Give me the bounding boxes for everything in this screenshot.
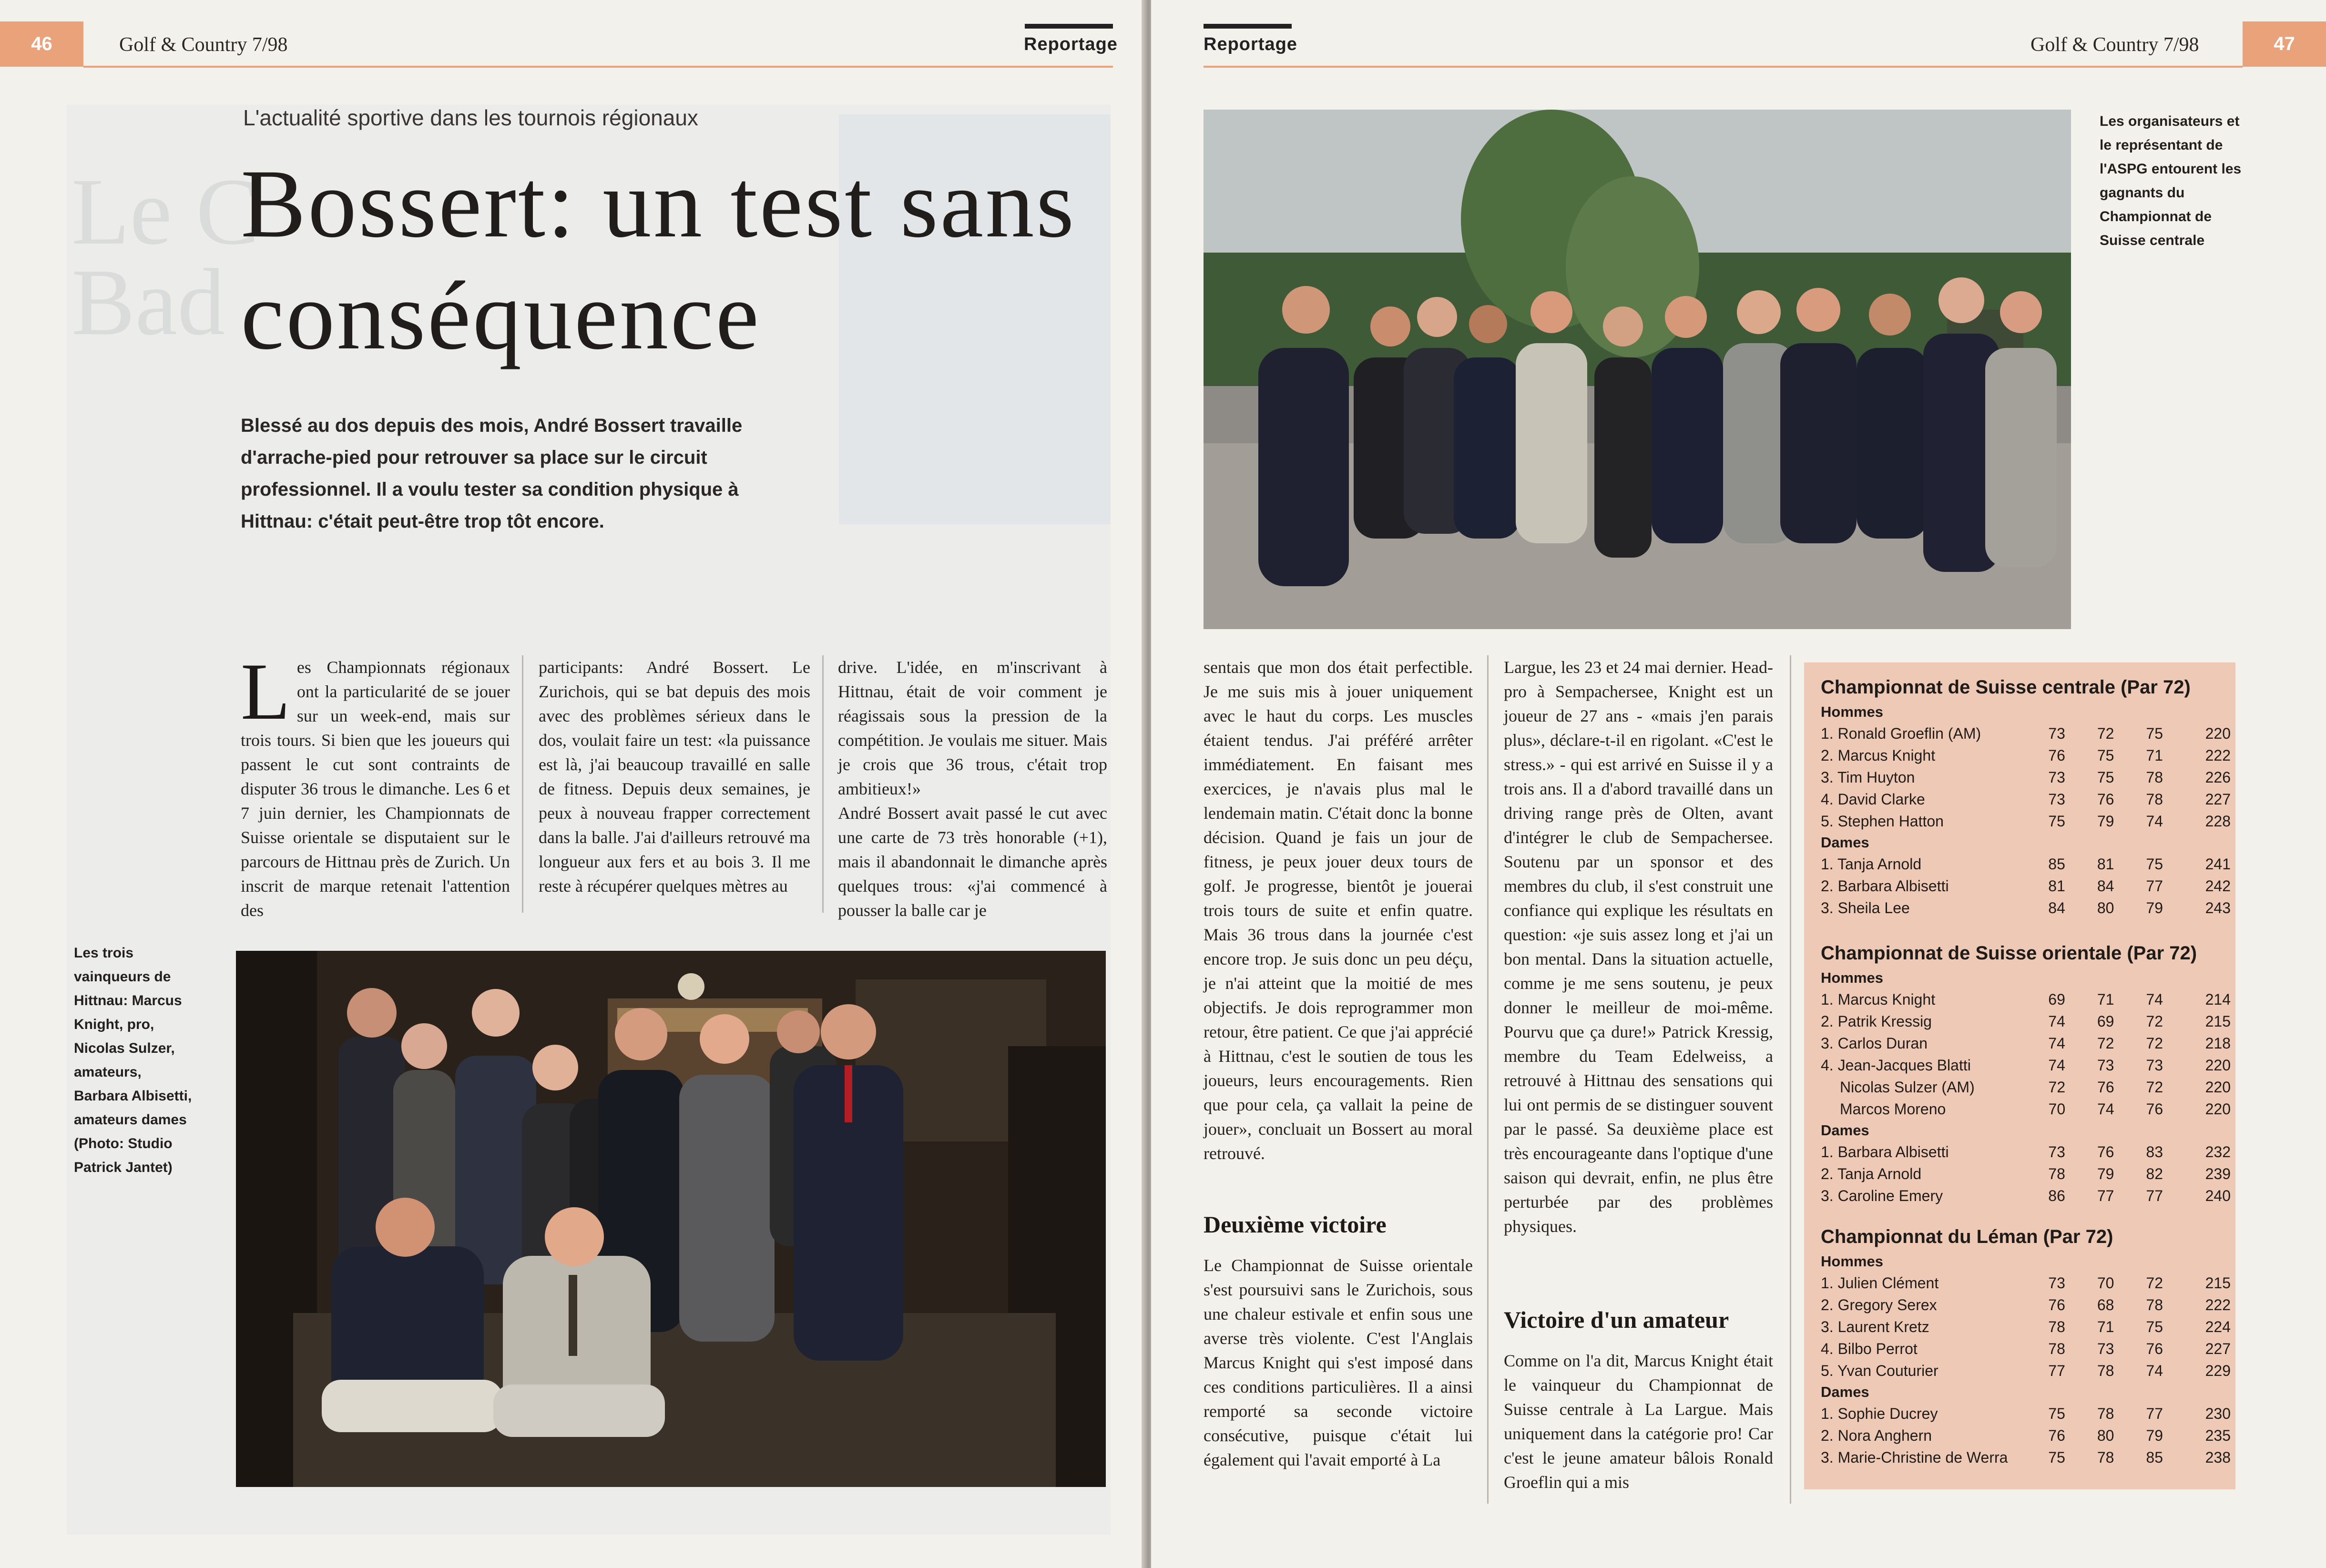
round-score: 80 — [2097, 1427, 2114, 1444]
results-table-1 — [1821, 673, 2231, 919]
article-column-1 — [241, 647, 510, 923]
total-score: 229 — [2205, 1362, 2231, 1379]
total-score: 239 — [2205, 1165, 2231, 1182]
total-score: 240 — [2205, 1187, 2231, 1204]
round-score: 74 — [2048, 1057, 2065, 1074]
round-score: 77 — [2048, 1362, 2065, 1379]
player-name: 2. Tanja Arnold — [1821, 1165, 1922, 1182]
total-score: 215 — [2205, 1013, 2231, 1030]
round-score: 77 — [2146, 1405, 2163, 1422]
total-score: 214 — [2205, 991, 2231, 1008]
player-name: 1. Sophie Ducrey — [1821, 1405, 1938, 1422]
round-score: 78 — [2097, 1405, 2114, 1422]
rubric-label: Reportage — [1204, 34, 1297, 54]
magazine-title: Golf & Country 7/98 — [119, 34, 288, 56]
results-row — [1821, 1403, 2231, 1425]
round-score: 74 — [2097, 1100, 2114, 1118]
round-score: 75 — [2048, 813, 2065, 830]
results-row — [1821, 1076, 2231, 1098]
player-name: Marcos Moreno — [1840, 1100, 1946, 1118]
round-score: 69 — [2097, 1013, 2114, 1030]
total-score: 227 — [2205, 1340, 2231, 1357]
round-score: 79 — [2097, 813, 2114, 830]
player-name: 3. Carlos Duran — [1821, 1035, 1928, 1052]
organizers-group-photo — [1204, 110, 2071, 629]
article-column-4-continued: Le Championnat de Suisse orientale s'est poursuivi sans le Zurichois, sous une chaleur estivale et enfin sous une averse très violente. C'est l'Anglais Marcus Knight qui s'est imposé dans ces conditions particulières. Il a ainsi remporté sa seconde victoire consécutive, puisque c'était lui également qui l'avait emporté à La — [1204, 1256, 1473, 1469]
total-score: 228 — [2205, 813, 2231, 830]
results-row — [1821, 1185, 2231, 1207]
page-number: 46 — [0, 21, 83, 67]
column-4-paragraph: sentais que mon dos était perfectible. Je me suis mis à jouer uniquement avec le haut du corps. Les muscles étaient tendus. J'ai préféré arrêter immédiatement. En faisant mes exercices, je n'avais plus mal le lendemain matin. C'était donc la bonne décision. Quand je fais un jour de fitness, je peux jouer deux tours de golf. Je progresse, bientôt je jouerai trois tours de suite et enfin quatre. Mais 36 trous dans la journée c'est encore trop. Je suis donc un peu déçu, je n'ai atteint que la moitié de mes objectifs. Je dois reprogrammer mon retour, être patient. Ce que j'ai apprécié à Hittnau, c'est le soutien de tous les joueurs, leurs encouragements. Rien que pour cela, ça vallait la peine de jouer», concluait un Bossert au moral retrouvé. — [1204, 658, 1473, 1163]
round-score: 73 — [2097, 1340, 2114, 1357]
photo-caption: Les trois vainqueurs de Hittnau: Marcus Knight, pro, Nicolas Sulzer, amateurs, Barbara Albisetti, amateurs dames (Photo: Studio Patrick Jantet) — [74, 945, 192, 1175]
round-score: 76 — [2048, 1427, 2065, 1444]
round-score: 78 — [2146, 769, 2163, 786]
round-score: 71 — [2146, 747, 2163, 764]
player-name: Nicolas Sulzer (AM) — [1840, 1079, 1975, 1096]
results-row — [1821, 1294, 2231, 1316]
player-name: 2. Nora Anghern — [1821, 1427, 1932, 1444]
rubric-label: Reportage — [1024, 34, 1118, 54]
article-column-4 — [1204, 655, 1473, 1166]
player-name: 3. Marie-Christine de Werra — [1821, 1449, 2008, 1466]
round-score: 77 — [2146, 877, 2163, 895]
player-name: 4. Jean-Jacques Blatti — [1821, 1057, 1971, 1074]
results-row — [1821, 875, 2231, 897]
total-score: 230 — [2205, 1405, 2231, 1422]
results-row — [1821, 1098, 2231, 1120]
total-score: 220 — [2205, 1100, 2231, 1118]
column-rule — [1790, 655, 1791, 1504]
round-score: 76 — [2097, 791, 2114, 808]
round-score: 78 — [2146, 1296, 2163, 1313]
player-name: 1. Barbara Albisetti — [1821, 1143, 1949, 1161]
round-score: 71 — [2097, 991, 2114, 1008]
results-category: Hommes — [1821, 969, 1883, 986]
header-rule — [83, 66, 1113, 68]
total-score: 243 — [2205, 899, 2231, 916]
round-score: 82 — [2146, 1165, 2163, 1182]
rubric-bar — [1025, 24, 1113, 29]
column-rule — [522, 655, 523, 913]
round-score: 74 — [2048, 1035, 2065, 1052]
results-row — [1821, 1446, 2231, 1468]
left-page — [0, 0, 1146, 1568]
round-score: 77 — [2146, 1187, 2163, 1204]
total-score: 222 — [2205, 1296, 2231, 1313]
round-score: 81 — [2048, 877, 2065, 895]
column-rule — [822, 655, 824, 913]
round-score: 72 — [2146, 1079, 2163, 1096]
article-column-5-continued: Comme on l'a dit, Marcus Knight était le vainqueur du Championnat de Suisse centrale à La Largue. Mais uniquement dans la catégorie pro! Car c'est le jeune amateur bâlois Ronald Groeflin qui a mis — [1504, 1351, 1773, 1492]
round-score: 75 — [2097, 747, 2114, 764]
round-score: 75 — [2048, 1449, 2065, 1466]
round-score: 78 — [2097, 1449, 2114, 1466]
round-score: 73 — [2048, 769, 2065, 786]
total-score: 220 — [2205, 725, 2231, 742]
round-score: 78 — [2048, 1340, 2065, 1357]
round-score: 72 — [2097, 1035, 2114, 1052]
round-score: 86 — [2048, 1187, 2065, 1204]
round-score: 79 — [2146, 1427, 2163, 1444]
round-score: 74 — [2146, 813, 2163, 830]
results-category: Hommes — [1821, 1253, 1883, 1270]
winners-group-photo — [236, 951, 1106, 1487]
results-row — [1821, 723, 2231, 744]
column-3-paragraph: drive. L'idée, en m'inscrivant à Hittnau, était de voir comment je réagissais sous la pression de la compétition. Je voulais me situer. Mais je crois que 36 trous, c'était trop ambitieux!» — [838, 658, 1107, 798]
round-score: 74 — [2146, 1362, 2163, 1379]
results-title: Championnat du Léman (Par 72) — [1821, 1226, 2113, 1247]
rubric-bar — [1204, 24, 1292, 29]
player-name: 2. Patrik Kressig — [1821, 1013, 1932, 1030]
column-rule — [1487, 655, 1489, 1504]
round-score: 73 — [2146, 1057, 2163, 1074]
player-name: 3. Laurent Kretz — [1821, 1318, 1929, 1335]
round-score: 75 — [2097, 769, 2114, 786]
round-score: 76 — [2048, 1296, 2065, 1313]
drop-cap: L — [241, 647, 290, 736]
player-name: 2. Barbara Albisetti — [1821, 877, 1949, 895]
results-row — [1821, 766, 2231, 788]
round-score: 85 — [2146, 1449, 2163, 1466]
lead-paragraph: Blessé au dos depuis des mois, André Bossert travaille d'arrache-pied pour retrouver sa place sur le circuit professionnel. Il a voulu tester sa condition physique à Hittnau: c'était peut-être trop tôt encore. — [241, 415, 743, 532]
player-name: 3. Caroline Emery — [1821, 1187, 1943, 1204]
round-score: 75 — [2146, 1318, 2163, 1335]
results-row — [1821, 897, 2231, 919]
round-score: 75 — [2146, 855, 2163, 873]
ghost-headline-1: Le C — [71, 159, 260, 265]
round-score: 76 — [2048, 747, 2065, 764]
total-score: 227 — [2205, 791, 2231, 808]
round-score: 72 — [2146, 1274, 2163, 1292]
results-row — [1821, 853, 2231, 875]
round-score: 78 — [2048, 1318, 2065, 1335]
player-name: 2. Gregory Serex — [1821, 1296, 1937, 1313]
round-score: 74 — [2146, 991, 2163, 1008]
round-score: 76 — [2146, 1340, 2163, 1357]
round-score: 75 — [2146, 725, 2163, 742]
round-score: 71 — [2097, 1318, 2114, 1335]
ghost-headline-2: Bad — [71, 250, 225, 355]
round-score: 73 — [2048, 791, 2065, 808]
round-score: 77 — [2097, 1187, 2114, 1204]
results-row — [1821, 1316, 2231, 1338]
results-row — [1821, 788, 2231, 810]
results-row — [1821, 1054, 2231, 1076]
article-column-2: participants: André Bossert. Le Zurichois, qui se bat depuis des mois avec des problèmes sérieux dans le dos, voulait faire un test: «la puissance est là, j'ai beaucoup travaillé en salle de fitness. Depuis deux semaines, je peux à nouveau frapper correctement dans la balle. J'ai d'ailleurs retrouvé ma longueur aux fers et au bois 3. Il me reste à récupérer quelques mètres au — [539, 658, 810, 896]
results-category: Dames — [1821, 1384, 1869, 1400]
subheading: Deuxième victoire — [1204, 1211, 1387, 1238]
round-score: 79 — [2097, 1165, 2114, 1182]
results-row — [1821, 1010, 2231, 1032]
results-row — [1821, 1360, 2231, 1382]
article-column-5: Largue, les 23 et 24 mai dernier. Head-pro à Sempachersee, Knight est un joueur de 27 ans - «mais j'en parais plus», déclare-t-il en rigolant. «C'est le stress.» - qui est arrivé en Suisse il y a trois ans. Il a d'abord travaillé dans un driving range près de Olten, avant d'intégrer le club de Sempachersee. Soutenu par un sponsor et des membres du club, il s'est construit une confiance qui explique les résultats en question: «je suis assez long et j'ai un bon mental. Dans la situation actuelle, comme je me sens soutenu, je peux donner le meilleur de moi-même. Pourvu que ça dure!» Patrick Kressig, membre du Team Edelweiss, a retrouvé à Hittnau des sensations qui lui ont permis de se distinguer souvent par le passé. Sa deuxième place est très encourageante dans l'optique d'une saison qui devrait, enfin, ne plus être perturbée par des problèmes physiques. — [1504, 658, 1773, 1236]
round-score: 74 — [2048, 1013, 2065, 1030]
player-name: 1. Tanja Arnold — [1821, 855, 1922, 873]
results-category: Hommes — [1821, 703, 1883, 720]
results-table-3 — [1821, 1222, 2231, 1468]
results-category: Dames — [1821, 834, 1869, 851]
player-name: 3. Sheila Lee — [1821, 899, 1910, 916]
round-score: 72 — [2048, 1079, 2066, 1096]
round-score: 75 — [2048, 1405, 2065, 1422]
round-score: 81 — [2097, 855, 2114, 873]
total-score: 242 — [2205, 877, 2231, 895]
round-score: 80 — [2097, 899, 2114, 916]
results-row — [1821, 1425, 2231, 1446]
round-score: 70 — [2048, 1100, 2066, 1118]
results-title: Championnat de Suisse orientale (Par 72) — [1821, 943, 2197, 964]
kicker: L'actualité sportive dans les tournois régionaux — [243, 105, 698, 130]
round-score: 73 — [2048, 1143, 2065, 1161]
photo-caption: Les organisateurs et le représentant de l'ASPG entourent les gagnants du Championnat de Suisse centrale — [2100, 113, 2242, 248]
round-score: 79 — [2146, 899, 2163, 916]
round-score: 76 — [2097, 1143, 2114, 1161]
total-score: 220 — [2205, 1057, 2231, 1074]
round-score: 83 — [2146, 1143, 2163, 1161]
round-score: 73 — [2097, 1057, 2114, 1074]
results-row — [1821, 1338, 2231, 1360]
results-row — [1821, 988, 2231, 1010]
total-score: 235 — [2205, 1427, 2231, 1444]
round-score: 72 — [2146, 1035, 2163, 1052]
player-name: 5. Stephen Hatton — [1821, 813, 1944, 830]
subheading: Victoire d'un amateur — [1504, 1306, 1729, 1333]
results-row — [1821, 1272, 2231, 1294]
player-name: 4. David Clarke — [1821, 791, 1925, 808]
results-category: Dames — [1821, 1122, 1869, 1139]
total-score: 215 — [2205, 1274, 2231, 1292]
results-table-2 — [1821, 939, 2231, 1207]
round-score: 78 — [2097, 1362, 2114, 1379]
round-score: 84 — [2097, 877, 2114, 895]
round-score: 73 — [2048, 725, 2065, 742]
page-number: 47 — [2243, 21, 2326, 67]
total-score: 238 — [2205, 1449, 2231, 1466]
total-score: 222 — [2205, 747, 2231, 764]
round-score: 76 — [2097, 1079, 2114, 1096]
results-row — [1821, 810, 2231, 832]
header-rule — [1204, 66, 2243, 68]
round-score: 78 — [2146, 791, 2163, 808]
round-score: 70 — [2097, 1274, 2114, 1292]
total-score: 232 — [2205, 1143, 2231, 1161]
player-name: 4. Bilbo Perrot — [1821, 1340, 1918, 1357]
results-title: Championnat de Suisse centrale (Par 72) — [1821, 677, 2191, 698]
article-column-3 — [838, 655, 1107, 923]
player-name: 1. Julien Clément — [1821, 1274, 1939, 1292]
round-score: 72 — [2146, 1013, 2163, 1030]
magazine-title: Golf & Country 7/98 — [2030, 34, 2199, 56]
results-row — [1821, 744, 2231, 766]
results-row — [1821, 1163, 2231, 1185]
round-score: 76 — [2146, 1100, 2163, 1118]
results-box — [1804, 662, 2235, 1489]
player-name: 5. Yvan Couturier — [1821, 1362, 1938, 1379]
player-name: 1. Ronald Groeflin (AM) — [1821, 725, 1981, 742]
results-row — [1821, 1141, 2231, 1163]
total-score: 226 — [2205, 769, 2231, 786]
column-3-paragraph: André Bossert avait passé le cut avec une carte de 73 très honorable (+1), mais il abandonnait le dimanche après quelques trous: «j'ai commencé à pousser la balle car je — [838, 804, 1107, 920]
round-score: 68 — [2097, 1296, 2114, 1313]
results-row — [1821, 1032, 2231, 1054]
headline: Bossert: un test sans conséquence — [241, 150, 1076, 370]
round-score: 78 — [2048, 1165, 2065, 1182]
total-score: 220 — [2205, 1079, 2231, 1096]
round-score: 73 — [2048, 1274, 2065, 1292]
column-1-text: es Championnats régionaux ont la particularité de se jouer sur un week-end, mais sur trois tours. Si bien que les joueurs qui passent le cut sont contraints de disputer 36 trous le dimanche. Les 6 et 7 juin dernier, les Championnats de Suisse orientale se disputaient sur le parcours de Hittnau près de Zurich. Un inscrit de marque retenait l'attention des — [241, 658, 510, 920]
round-score: 85 — [2048, 855, 2065, 873]
player-name: 1. Marcus Knight — [1821, 991, 1936, 1008]
round-score: 69 — [2048, 991, 2065, 1008]
player-name: 2. Marcus Knight — [1821, 747, 1936, 764]
round-score: 72 — [2097, 725, 2114, 742]
total-score: 218 — [2205, 1035, 2231, 1052]
player-name: 3. Tim Huyton — [1821, 769, 1915, 786]
total-score: 224 — [2205, 1318, 2231, 1335]
round-score: 84 — [2048, 899, 2065, 916]
total-score: 241 — [2205, 855, 2231, 873]
